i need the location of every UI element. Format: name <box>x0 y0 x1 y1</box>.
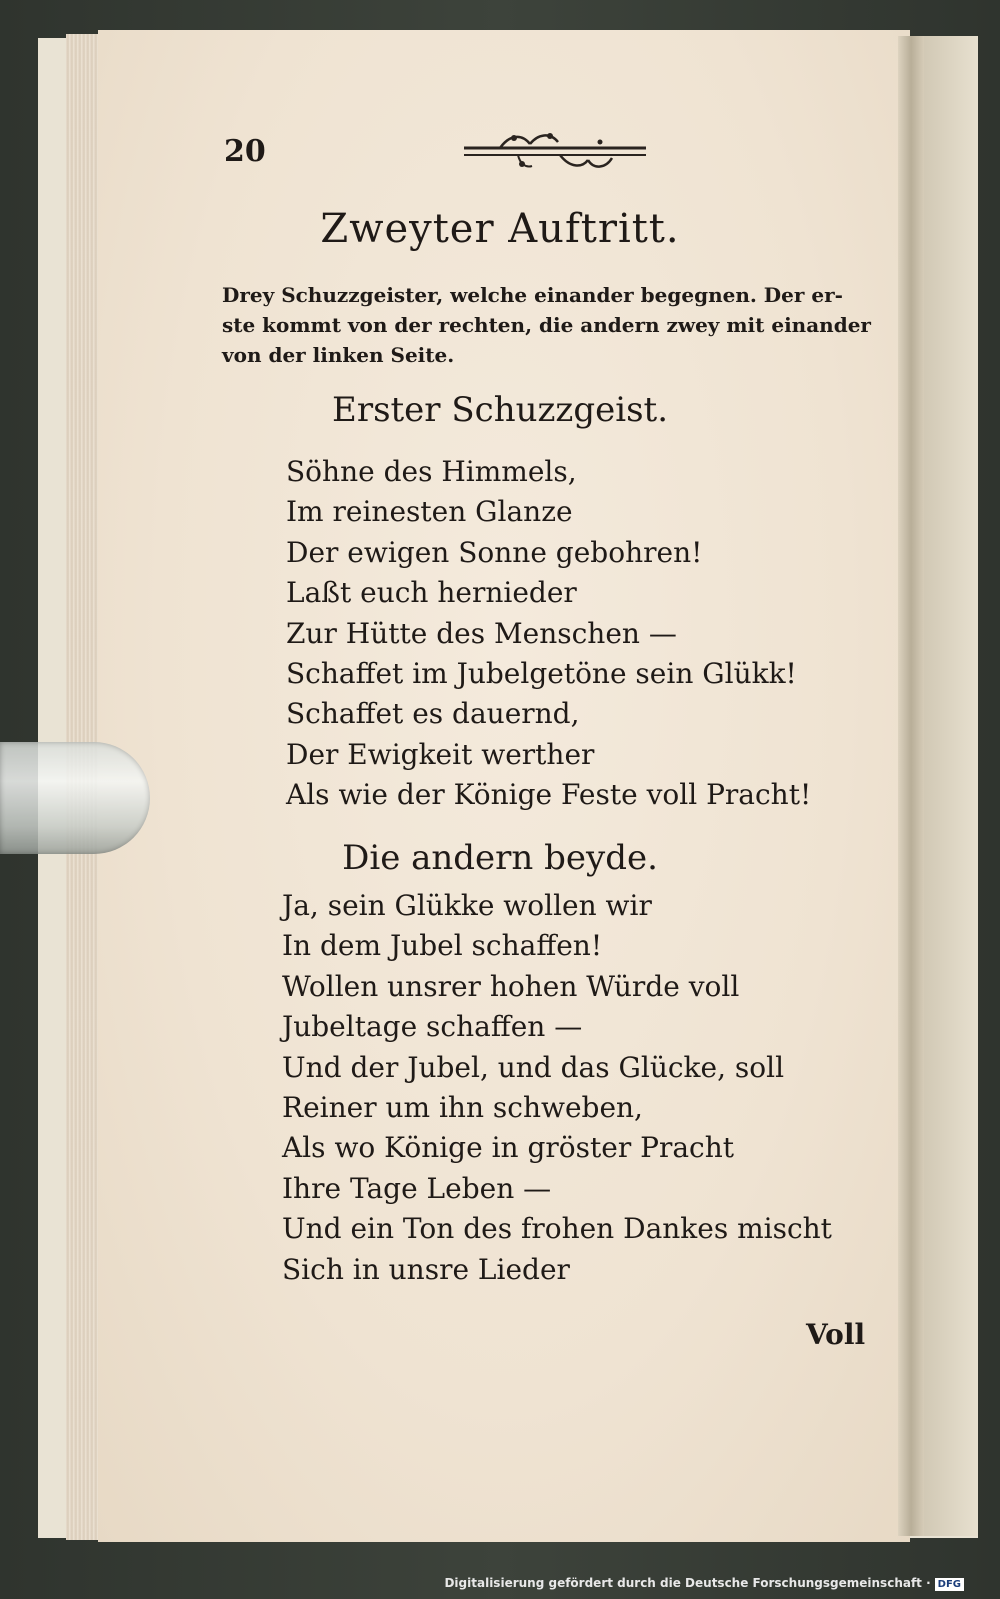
facing-page-edge <box>918 36 978 1536</box>
stage-direction-line: ste kommt von der rechten, die andern zwey mit einander <box>222 313 871 337</box>
catchword: Voll <box>806 1318 866 1351</box>
footer-text: Digitalisierung gefördert durch die Deutsche Forschungsgemeinschaft · <box>444 1576 931 1590</box>
verse-line: Sich in unsre Lieder <box>282 1252 570 1286</box>
verse-line: Zur Hütte des Menschen — <box>286 616 677 650</box>
verse-line: Jubeltage schaffen — <box>282 1010 583 1044</box>
verse-line: Laßt euch hernieder <box>286 576 577 610</box>
verse-line: Söhne des Himmels, <box>286 455 577 488</box>
verse-line: Der ewigen Sonne gebohren! <box>286 535 703 569</box>
verse-line: Reiner um ihn schweben, <box>282 1091 643 1125</box>
verse-line: Und ein Ton des frohen Dankes mischt <box>282 1212 832 1246</box>
page-number: 20 <box>224 134 266 169</box>
verse-line: Als wie der Könige Feste voll Pracht! <box>286 778 812 812</box>
verse-line: Als wo Könige in gröster Pracht <box>282 1131 734 1165</box>
verse-line: Der Ewigkeit werther <box>286 737 595 771</box>
verse-block <box>282 886 832 1290</box>
verse-line: Schaffet im Jubelgetöne sein Glükk! <box>286 657 797 691</box>
verse-line: Und der Jubel, und das Glücke, soll <box>282 1050 785 1084</box>
footer-credit <box>444 1576 964 1591</box>
speaker-heading: Die andern beyde. <box>342 838 658 878</box>
scene-title: Zweyter Auftritt. <box>320 206 680 252</box>
verse-line: Ihre Tage Leben — <box>282 1171 552 1205</box>
verse-line: Wollen unsrer hohen Würde voll <box>282 969 740 1003</box>
dfg-logo-badge: DFG <box>935 1578 964 1591</box>
verse-line: Schaffet es dauernd, <box>286 697 580 731</box>
book-gutter <box>898 36 924 1536</box>
verse-line: Im reinesten Glanze <box>286 495 573 529</box>
verse-line: In dem Jubel schaffen! <box>282 929 603 963</box>
stage-direction <box>222 280 872 370</box>
ornament-icon <box>460 130 650 174</box>
stage-direction-line: Drey Schuzzgeister, welche einander begegnen. Der er- <box>222 283 843 307</box>
speaker-heading: Erster Schuzzgeist. <box>332 390 668 430</box>
verse-block <box>286 452 811 816</box>
verse-line: Ja, sein Glükke wollen wir <box>282 889 652 922</box>
stage-direction-line: von der linken Seite. <box>222 343 455 367</box>
